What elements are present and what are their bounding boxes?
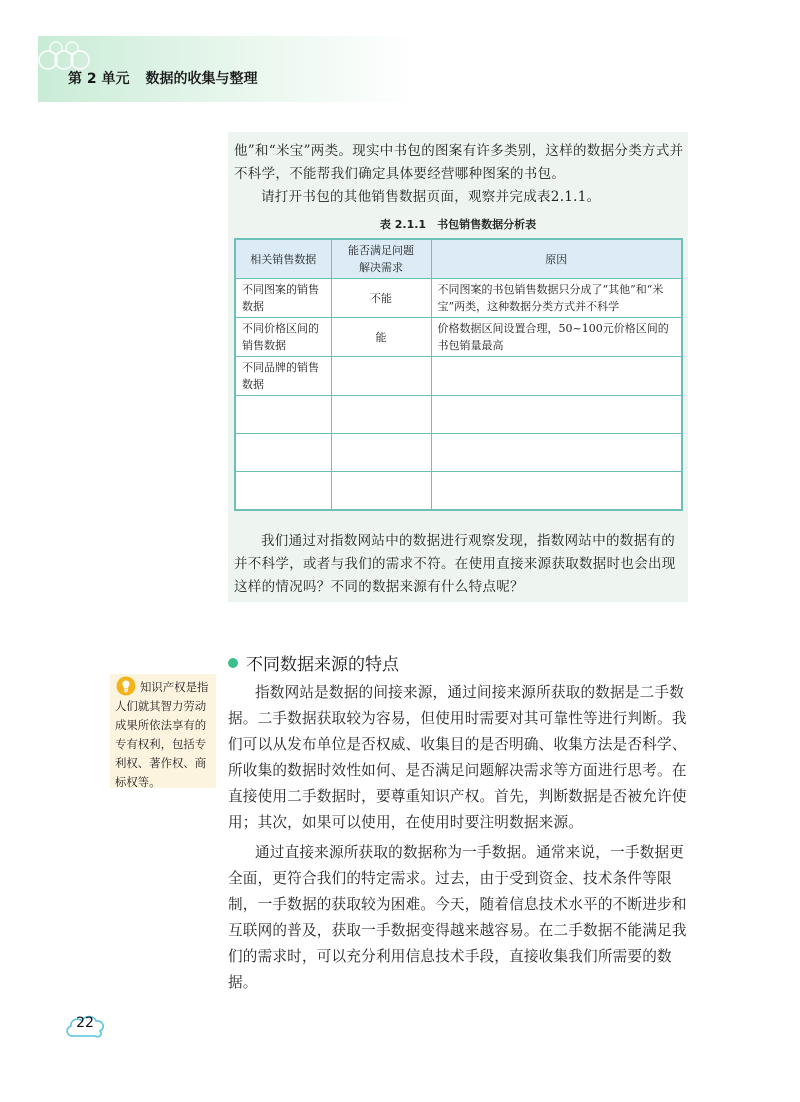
- unit-title: 数据的收集与整理: [145, 71, 258, 87]
- side-note-text: 知识产权是指人们就其智力劳动成果所依法享有的专有权利，包括专利权、著作权、商标权等。: [115, 680, 209, 789]
- table-cell[interactable]: [431, 472, 682, 511]
- table-row: [235, 318, 682, 357]
- lightbulb-icon: [115, 676, 137, 696]
- header-cell: 相关销售数据: [235, 239, 331, 279]
- table-cell[interactable]: 能: [331, 318, 431, 357]
- panel-instruction: 请打开书包的其他销售数据页面，观察并完成表2.1.1。: [261, 189, 601, 205]
- page-number-text: 22: [76, 1015, 94, 1031]
- table-cell[interactable]: 不能: [331, 279, 431, 318]
- body-paragraph: 通过直接来源所获取的数据称为一手数据。通常来说，一手数据更全面，更符合我们的特定需求。过去，由于受到资金、技术条件等限制，一手数据的获取较为困难。今天，随着信息技术水平的不断进步和互联网的普及，获取一手数据变得越来越容易。在二手数据不能满足我们的需求时，可以充分利用信息技术手段，直接收集我们所需要的数据。: [228, 844, 687, 991]
- table-cell[interactable]: 不同价格区间的销售数据: [235, 318, 331, 357]
- header-cell: 原因: [431, 239, 682, 279]
- table-row: [235, 396, 682, 434]
- table-cell[interactable]: [331, 434, 431, 472]
- section-heading-text: 不同数据来源的特点: [246, 655, 399, 675]
- header-cell: 能否满足问题解决需求: [331, 239, 431, 279]
- table-cell[interactable]: 不同图案的书包销售数据只分成了“其他”和“米宝”两类，这种数据分类方式并不科学: [431, 279, 682, 318]
- table-cell[interactable]: [235, 434, 331, 472]
- activity-panel: [228, 132, 688, 602]
- sales-analysis-table: [234, 238, 683, 511]
- table-cell[interactable]: 不同图案的销售数据: [235, 279, 331, 318]
- section-body: [228, 680, 690, 996]
- panel-closing: 我们通过对指数网站中的数据进行观察发现，指数网站中的数据有的并不科学，或者与我们的需求不符。在使用直接来源获取数据时也会出现这样的情况吗？不同的数据来源有什么特点呢？: [234, 533, 676, 595]
- table-cell[interactable]: [331, 357, 431, 396]
- table-cell[interactable]: [431, 357, 682, 396]
- bullet-dot-icon: [228, 658, 238, 668]
- table-row: [235, 472, 682, 511]
- body-paragraph: 指数网站是数据的间接来源，通过间接来源所获取的数据是二手数据。二手数据获取较为容易，但使用时需要对其可靠性等进行判断。我们可以从发布单位是否权威、收集目的是否明确、收集方法是否科学、所收集的数据时效性如何、是否满足问题解决需求等方面进行思考。在直接使用二手数据时，要尊重知识产权。首先，判断数据是否被允许使用；其次，如果可以使用，在使用时要注明数据来源。: [228, 684, 687, 831]
- side-note: [110, 674, 216, 788]
- section-heading: [228, 650, 399, 675]
- table-cell[interactable]: [431, 434, 682, 472]
- unit-header: [68, 68, 258, 88]
- table-cell[interactable]: [235, 396, 331, 434]
- table-row: [235, 279, 682, 318]
- panel-intro-block: [234, 140, 684, 209]
- table-cell[interactable]: 不同品牌的销售数据: [235, 357, 331, 396]
- table-cell[interactable]: 价格数据区间设置合理，50~100元价格区间的书包销量最高: [431, 318, 682, 357]
- table-cell[interactable]: [235, 472, 331, 511]
- table-caption: 表 2.1.1 书包销售数据分析表: [379, 218, 537, 231]
- panel-closing-block: [234, 530, 684, 599]
- table-row: [235, 434, 682, 472]
- table-cell[interactable]: [431, 396, 682, 434]
- page-number: [63, 1010, 107, 1040]
- table-cell[interactable]: [331, 472, 431, 511]
- unit-number: 第 2 单元: [68, 71, 130, 87]
- table-cell[interactable]: [331, 396, 431, 434]
- table-header-row: [235, 239, 682, 279]
- panel-intro: 他”和“米宝”两类。现实中书包的图案有许多类别，这样的数据分类方式并不科学，不能帮我们确定具体要经营哪种图案的书包。: [234, 143, 684, 182]
- table-row: [235, 357, 682, 396]
- side-note-body: [115, 676, 213, 792]
